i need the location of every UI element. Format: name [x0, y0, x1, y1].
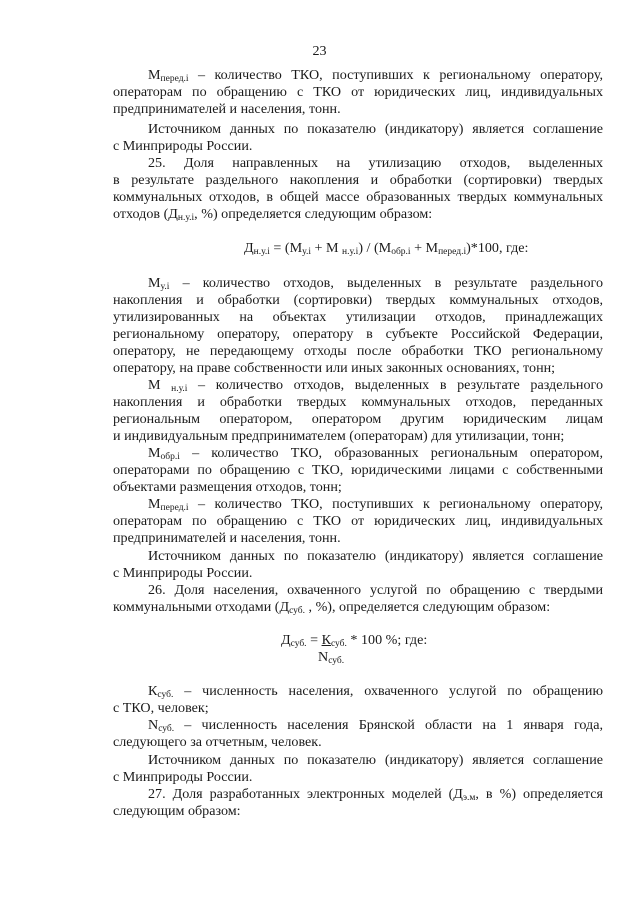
text-line: $М_{обр.i}$ – количество ТКО, образованных региональным оператором, — [148, 445, 603, 462]
text-line: $К_{суб.}$ – численность населения, охваченного услугой по обращению — [148, 683, 603, 700]
text-line: в результате раздельного накопления и обработки (сортировки) твердых — [113, 172, 603, 188]
text-line: накопления и обработки твердых коммунальных отходов, переданных — [113, 394, 603, 410]
text-line: коммунальными отходами ($Д_{суб.}$ , %), определяется следующим образом: — [113, 599, 551, 616]
text-line: следующим образом: — [113, 803, 241, 819]
text-line: с ТКО, человек; — [113, 700, 209, 716]
text-line: и индивидуальным предпринимателем (операторам) для утилизации, тонн; — [113, 428, 565, 444]
text-line: коммунальных отходов, в общей массе образованных твердых коммунальных — [113, 189, 603, 205]
text-line: $М_{у.i}$ – количество отходов, выделенных в результате раздельного — [148, 275, 603, 292]
text-line: операторам по обращению с ТКО от юридических лиц, индивидуальных — [113, 513, 603, 529]
page-number: 23 — [312, 43, 327, 59]
text-line: накопления и обработки (сортировки) твердых коммунальных отходов, — [113, 292, 603, 308]
text-line: предпринимателей и населения, тонн. — [113, 530, 341, 546]
text-line: региональным оператором, оператором другим юридическим лицам — [113, 411, 603, 427]
text-line: региональному оператору, оператору в субъекте Российской Федерации, — [113, 326, 603, 342]
text-line: Источником данных по показателю (индикатору) является соглашение — [148, 121, 603, 137]
text-line: $М_{перед.i}$ – количество ТКО, поступивших к региональному оператору, — [148, 496, 603, 513]
text-line: оператору, не передающему отходы после обработки ТКО региональному — [113, 343, 603, 359]
text-line: 25. Доля направленных на утилизацию отходов, выделенных — [148, 155, 603, 171]
text-line: утилизированных на объектах утилизации отходов, принадлежащих — [113, 309, 603, 325]
text-line: Источником данных по показателю (индикатору) является соглашение — [148, 752, 603, 768]
text-line: 27. Доля разработанных электронных моделей ($Д_{э.м}$, в %) определяется — [148, 786, 603, 803]
text-line: следующего за отчетным, человек. — [113, 734, 322, 750]
text-line: М $_{н.у.i}$ – количество отходов, выделенных в результате раздельного — [148, 377, 603, 394]
text-line: 26. Доля населения, охваченного услугой по обращению с твердыми — [148, 582, 603, 598]
text-line: оператору, на праве собственности или иных законных основаниях, тонн; — [113, 360, 556, 376]
formula-denominator: $N_{суб.}$ — [318, 649, 345, 666]
text-line: операторам по обращению с ТКО от юридических лиц, индивидуальных — [113, 84, 603, 100]
text-line: с Минприроды России. — [113, 565, 253, 581]
text-line: операторами по обращению с ТКО, юридическими лицами с собственными — [113, 462, 603, 478]
text-line: $М_{перед.i}$ – количество ТКО, поступивших к региональному оператору, — [148, 67, 603, 84]
formula-population-coverage: $Д_{суб.} = К_{суб.} * 100$ %; где: — [281, 632, 428, 649]
text-line: предпринимателей и населения, тонн. — [113, 101, 341, 117]
text-line: с Минприроды России. — [113, 769, 253, 785]
formula-share-utilized: $Д_{н.у.i} = (М_{у.i} + М$ $_{н.у.i}) / (М_{обр.i} + М_{перед.i})*100$, где: — [244, 240, 529, 257]
text-line: Источником данных по показателю (индикатору) является соглашение — [148, 548, 603, 564]
text-line: $N_{суб.}$ – численность населения Брянской области на 1 января года, — [148, 717, 603, 734]
text-line: с Минприроды России. — [113, 138, 253, 154]
text-line: объектами размещения отходов, тонн; — [113, 479, 342, 495]
text-line: отходов ($Д_{н.у.i}$, %) определяется следующим образом: — [113, 206, 433, 223]
